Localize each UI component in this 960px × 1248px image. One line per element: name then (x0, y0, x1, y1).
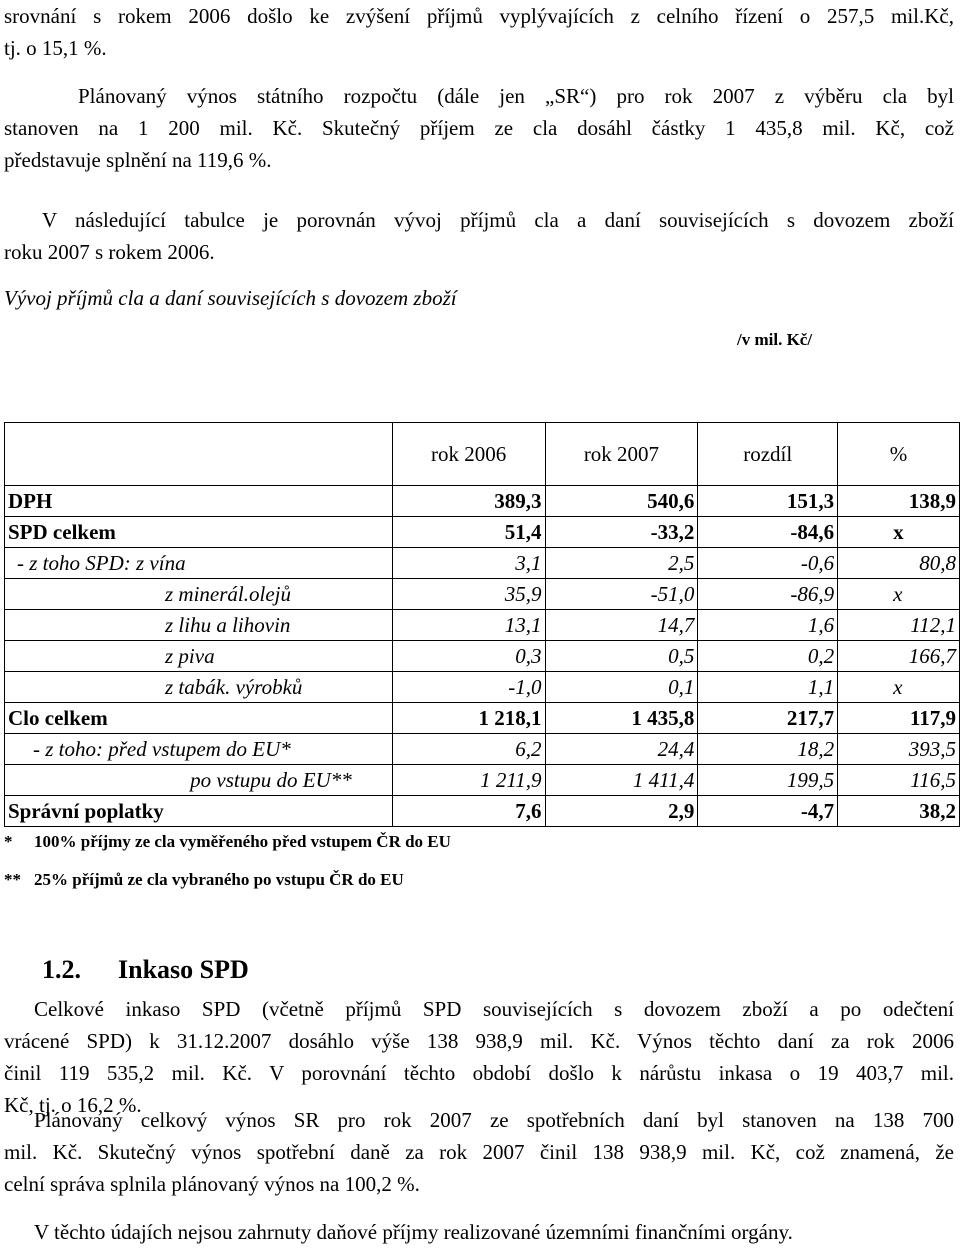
table-cell: 1 218,1 (392, 703, 545, 734)
table-row (5, 548, 960, 579)
text-line: představuje splnění na 119,6 %. (4, 148, 272, 172)
table-row (5, 579, 960, 610)
row-label: Správní poplatky (5, 796, 393, 827)
table-cell: 1 411,4 (545, 765, 698, 796)
table-cell: 1,1 (698, 672, 838, 703)
text-line: Celkové inkaso SPD (včetně příjmů SPD souvisejících s dovozem zboží a po odečtení (34, 997, 954, 1021)
text-line: stanoven na 1 200 mil. Kč. Skutečný příjem ze cla dosáhl částky 1 435,8 mil. Kč, což (4, 116, 954, 140)
row-label: z lihu a lihovin (5, 610, 393, 641)
table-cell: 38,2 (838, 796, 960, 827)
table-row (5, 796, 960, 827)
footnote-1 (4, 832, 451, 852)
text-line: celní správa splnila plánovaný výnos na 100,2 %. (4, 1172, 420, 1196)
row-label: z minerál.olejů (5, 579, 393, 610)
table-cell: 112,1 (838, 610, 960, 641)
table-cell: 166,7 (838, 641, 960, 672)
table-cell: 199,5 (698, 765, 838, 796)
table-row (5, 610, 960, 641)
table-cell: 2,9 (545, 796, 698, 827)
table-cell: 0,3 (392, 641, 545, 672)
row-label: Clo celkem (5, 703, 393, 734)
table-cell: 217,7 (698, 703, 838, 734)
section-heading (42, 955, 249, 985)
table-row (5, 486, 960, 517)
table-cell: -84,6 (698, 517, 838, 548)
table-cell: 117,9 (838, 703, 960, 734)
table-cell: x (838, 579, 960, 610)
table-cell: -33,2 (545, 517, 698, 548)
text-line: Kč, tj. o 16,2 %. (4, 1093, 142, 1117)
table-cell: 0,5 (545, 641, 698, 672)
table-cell: 389,3 (392, 486, 545, 517)
table-caption: Vývoj příjmů cla a daní souvisejících s dovozem zboží (4, 286, 457, 310)
table-cell: 35,9 (392, 579, 545, 610)
row-label: - z toho SPD: z vína (5, 548, 393, 579)
footnote-text: 100% příjmy ze cla vyměřeného před vstupem ČR do EU (34, 832, 451, 851)
table-cell: 13,1 (392, 610, 545, 641)
header-cell (5, 423, 393, 486)
header-cell: rok 2006 (392, 423, 545, 486)
section-title: Inkaso SPD (118, 955, 249, 984)
table-cell: 3,1 (392, 548, 545, 579)
text-line: roku 2007 s rokem 2006. (4, 240, 215, 264)
text-line: činil 119 535,2 mil. Kč. V porovnání těchto období došlo k nárůstu inkasa o 19 403,7 mil. (4, 1061, 954, 1085)
table-cell: 393,5 (838, 734, 960, 765)
footnote-text: 25% příjmů ze cla vybraného po vstupu ČR do EU (34, 870, 404, 889)
table-cell: 0,1 (545, 672, 698, 703)
table-cell: x (838, 517, 960, 548)
table-row (5, 703, 960, 734)
row-label: - z toho: před vstupem do EU* (5, 734, 393, 765)
table-cell: x (838, 672, 960, 703)
text-line: Plánovaný celkový výnos SR pro rok 2007 ze spotřebních daní byl stanoven na 138 700 (34, 1108, 954, 1132)
text-line: mil. Kč. Skutečný výnos spotřební daně za rok 2007 činil 138 938,9 mil. Kč, což znamená, že (4, 1140, 954, 1164)
table-cell: 18,2 (698, 734, 838, 765)
text-line: Plánovaný výnos státního rozpočtu (dále jen „SR“) pro rok 2007 z výběru cla byl (78, 84, 954, 108)
table-cell: 80,8 (838, 548, 960, 579)
text-line: srovnání s rokem 2006 došlo ke zvýšení příjmů vyplývajících z celního řízení o 257,5 mil.Kč, (4, 4, 954, 28)
table-cell: 138,9 (838, 486, 960, 517)
header-cell: rozdíl (698, 423, 838, 486)
footnote-mark: * (4, 832, 13, 851)
table-cell: -51,0 (545, 579, 698, 610)
section-paragraph-1 (4, 993, 954, 1121)
table-cell: 2,5 (545, 548, 698, 579)
intro-paragraph-1 (4, 0, 954, 64)
table-cell: -1,0 (392, 672, 545, 703)
table-cell: 24,4 (545, 734, 698, 765)
section-paragraph-3: V těchto údajích nejsou zahrnuty daňové příjmy realizované územními finančními orgány. (34, 1220, 793, 1244)
table-cell: 1,6 (698, 610, 838, 641)
table-cell: 1 435,8 (545, 703, 698, 734)
table-cell: 540,6 (545, 486, 698, 517)
table-cell: 14,7 (545, 610, 698, 641)
table-cell: 1 211,9 (392, 765, 545, 796)
intro-paragraph-3 (4, 204, 954, 268)
text-line: vrácené SPD) k 31.12.2007 dosáhlo výše 138 938,9 mil. Kč. Výnos těchto daní za rok 2006 (4, 1029, 954, 1053)
intro-paragraph-2 (4, 80, 954, 176)
table-cell: 6,2 (392, 734, 545, 765)
table-unit: /v mil. Kč/ (737, 330, 813, 349)
row-label: po vstupu do EU** (5, 765, 393, 796)
text-line: V následující tabulce je porovnán vývoj příjmů cla a daní souvisejících s dovozem zboží (42, 208, 954, 232)
table-cell: -0,6 (698, 548, 838, 579)
table-cell: 116,5 (838, 765, 960, 796)
table-cell: 7,6 (392, 796, 545, 827)
row-label: SPD celkem (5, 517, 393, 548)
section-number: 1.2. (42, 955, 81, 984)
table-cell: -86,9 (698, 579, 838, 610)
text-line: tj. o 15,1 %. (4, 36, 107, 60)
table-cell: 51,4 (392, 517, 545, 548)
row-label: z piva (5, 641, 393, 672)
table-row (5, 734, 960, 765)
revenue-table (4, 422, 960, 827)
footnote-mark: ** (4, 870, 21, 889)
table-header-row (5, 423, 960, 486)
section-paragraph-2 (4, 1104, 954, 1200)
table-cell: 0,2 (698, 641, 838, 672)
table-cell: 151,3 (698, 486, 838, 517)
row-label: z tabák. výrobků (5, 672, 393, 703)
footnote-2 (4, 870, 404, 890)
header-cell: rok 2007 (545, 423, 698, 486)
table-row (5, 517, 960, 548)
row-label: DPH (5, 486, 393, 517)
table-row (5, 765, 960, 796)
table-row (5, 641, 960, 672)
table-cell: -4,7 (698, 796, 838, 827)
header-cell: % (838, 423, 960, 486)
table-row (5, 672, 960, 703)
